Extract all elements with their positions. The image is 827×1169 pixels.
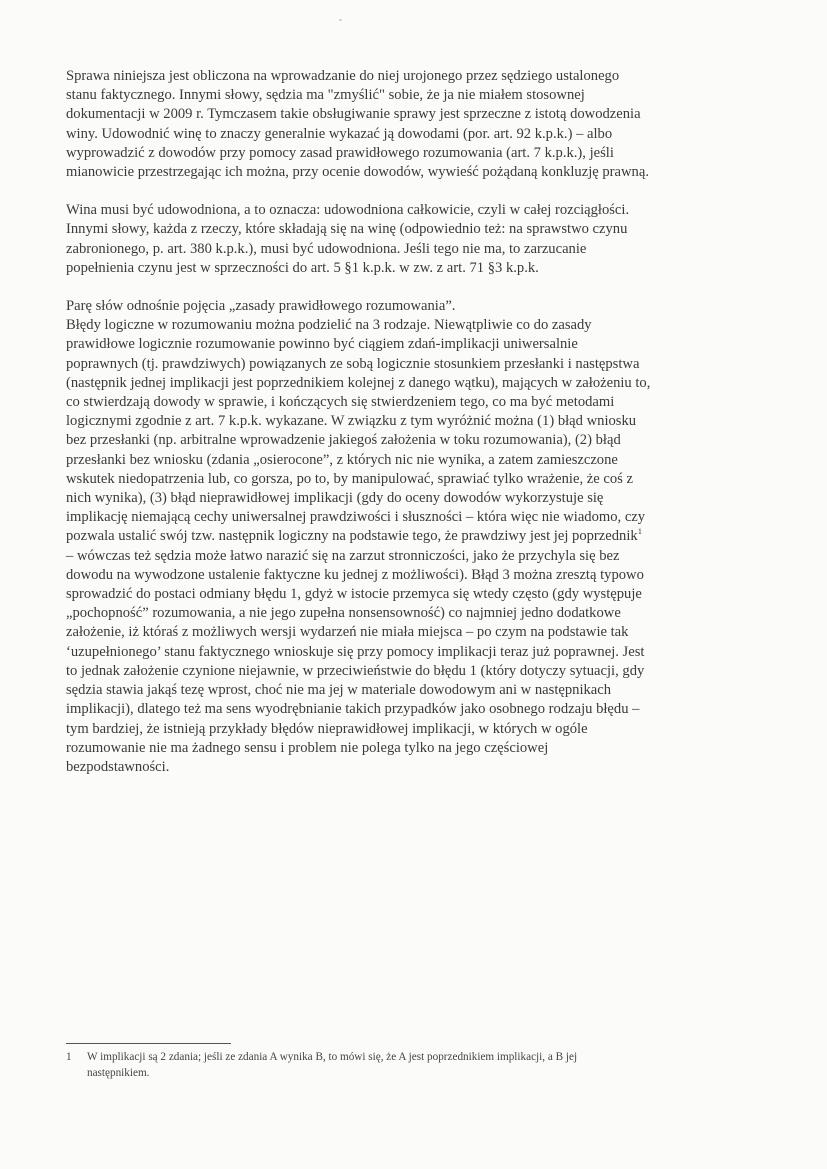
- footnote-reference[interactable]: 1: [637, 526, 642, 537]
- text-line: winy. Udowodnić winę to znaczy generalnie wykazać ją dowodami (por. art. 92 k.p.k.) – albo: [66, 125, 613, 142]
- text-line: bezpodstawności.: [66, 758, 170, 775]
- text-line: ‘uzupełnionego’ stanu faktycznego wnioskuje się przy pomocy implikacji teraz już poprawnej. Jest: [66, 643, 645, 660]
- text-line-with-footnote-ref: [66, 527, 726, 546]
- text-line: tym bardziej, że istnieją przykłady błędów nieprawidłowej implikacji, w których w ogóle: [66, 720, 588, 737]
- text-line: co stwierdzają dowody w sprawie, i kończących się stwierdzeniem tego, co ma być metodami: [66, 394, 615, 411]
- text-line: nich wynika), (3) błąd nieprawidłowej implikacji (gdy do oceny dowodów wykorzystuje się: [66, 490, 604, 507]
- text-line: „pochopność” rozumowania, a nie jego zupełna nonsensowność) co najmniej jedno dodatkowe: [66, 605, 621, 622]
- text-line: Wina musi być udowodniona, a to oznacza: udowodniona całkowicie, czyli w całej rozciągłości.: [66, 202, 630, 219]
- text-line: założenie, iż któraś z możliwych wersji wydarzeń nie miała miejsca – po czym na podstawie tak: [66, 624, 629, 641]
- text-line: sprowadzić do postaci odmiany błędu 1, gdyż w istocie przemyca się wtedy często (gdy występuje: [66, 586, 642, 603]
- paragraph-3: [66, 297, 726, 777]
- text-line: wyprowadzić z dowodów przy pomocy zasad prawidłowego rozumowania (art. 7 k.p.k.), jeśli: [66, 144, 614, 161]
- text-line: przesłanki bez wniosku (zdania „osierocone”, z których nic nie wynika, a zatem zamieszczone: [66, 451, 618, 468]
- text-line: dowodu na wywodzone ustalenie faktyczne ku jednej z możliwości). Błąd 3 można zresztą typowo: [66, 566, 644, 583]
- footnote-line: następnikiem.: [87, 1066, 150, 1079]
- text-line-content: pozwala ustalić swój tzw. następnik logiczny na podstawie tego, że prawdziwy jest jej poprzednik: [66, 528, 638, 545]
- text-line: (następnik jednej implikacji jest poprzednikiem kolejnej z danego wątku), mających w założeniu to,: [66, 374, 651, 391]
- text-line: to jednak założenie czynione niejawnie, w przeciwieństwie do błędu 1 (który dotyczy sytuacji, gdy: [66, 662, 645, 679]
- text-line: prawidłowe logicznie rozumowanie powinno być ciągiem zdań-implikacji uniwersalnie: [66, 336, 578, 353]
- footnote-text: [87, 1050, 726, 1081]
- text-line: Innymi słowy, każda z rzeczy, które składają się na winę (odpowiednio też: na sprawstwo czynu: [66, 221, 628, 238]
- footnote-line: W implikacji są 2 zdania; jeśli ze zdania A wynika B, to mówi się, że A jest poprzednikiem implikacji, a B jej: [87, 1051, 578, 1063]
- text-line: poprawnych (tj. prawdziwych) powiązanych ze sobą logicznie stosunkiem przesłanki i następstwa: [66, 355, 640, 372]
- footnote-divider: [66, 1043, 231, 1044]
- text-line: Błędy logiczne w rozumowaniu można podzielić na 3 rodzaje. Niewątpliwie co do zasady: [66, 317, 592, 334]
- text-line: Parę słów odnośnie pojęcia „zasady prawidłowego rozumowania”.: [66, 298, 456, 315]
- footnote-number: 1: [66, 1051, 72, 1063]
- document-body: [66, 67, 726, 777]
- text-line: mianowicie przestrzegając ich można, przy ocenie dowodów, wywieść pożądaną konkluzję prawną.: [66, 164, 649, 181]
- text-line: implikacji), dlatego też ma sens wyodrębnianie takich przypadków jako osobnego rodzaju błędu –: [66, 701, 640, 718]
- text-line: stanu faktycznego. Innymi słowy, sędzia ma "zmyślić" sobie, że ja nie miałem stosownej: [66, 87, 585, 104]
- text-line: wskutek niedopatrzenia lub, co gorsza, po to, by manipulować, sprawiać tylko wrażenie, że coś z: [66, 470, 633, 487]
- text-line: logicznymi zgodnie z art. 7 k.p.k. wykazane. W związku z tym wyróżnić można (1) błąd wniosku: [66, 413, 637, 430]
- text-line: dokumentacji w 2009 r. Tymczasem takie obsługiwanie sprawy jest sprzeczne z istotą dowodzenia: [66, 106, 641, 123]
- footnote: [66, 1050, 726, 1081]
- text-line: bez przesłanki (np. arbitralne wprowadzenie jakiegoś założenia w toku rozumowania), (2) błąd: [66, 432, 621, 449]
- text-line: implikację niemającą cechy uniwersalnej prawdziwości i słuszności – która więc nie wiadomo, czy: [66, 509, 646, 526]
- text-line: sędzia stawia jakąś tezę wprost, choć nie ma jej w materiale dowodowym ani w następnikach: [66, 682, 612, 699]
- paragraph-2: [66, 201, 726, 278]
- text-line: popełnienia czynu jest w sprzeczności do art. 5 §1 k.p.k. w zw. z art. 71 §3 k.p.k.: [66, 259, 539, 276]
- paragraph-1: [66, 67, 726, 182]
- text-line: rozumowanie nie ma żadnego sensu i problem nie polega tylko na jego częściowej: [66, 739, 549, 756]
- text-line: Sprawa niniejsza jest obliczona na wprowadzanie do niej urojonego przez sędziego ustalonego: [66, 68, 620, 84]
- text-line: zabronionego, p. art. 380 k.p.k.), musi być udowodniona. Jeśli tego nie ma, to zarzucanie: [66, 240, 587, 257]
- text-line: – wówczas też sędzia może łatwo narazić się na zarzut stronniczości, jako że przychyla się bez: [66, 547, 620, 564]
- scan-speck: [339, 19, 342, 21]
